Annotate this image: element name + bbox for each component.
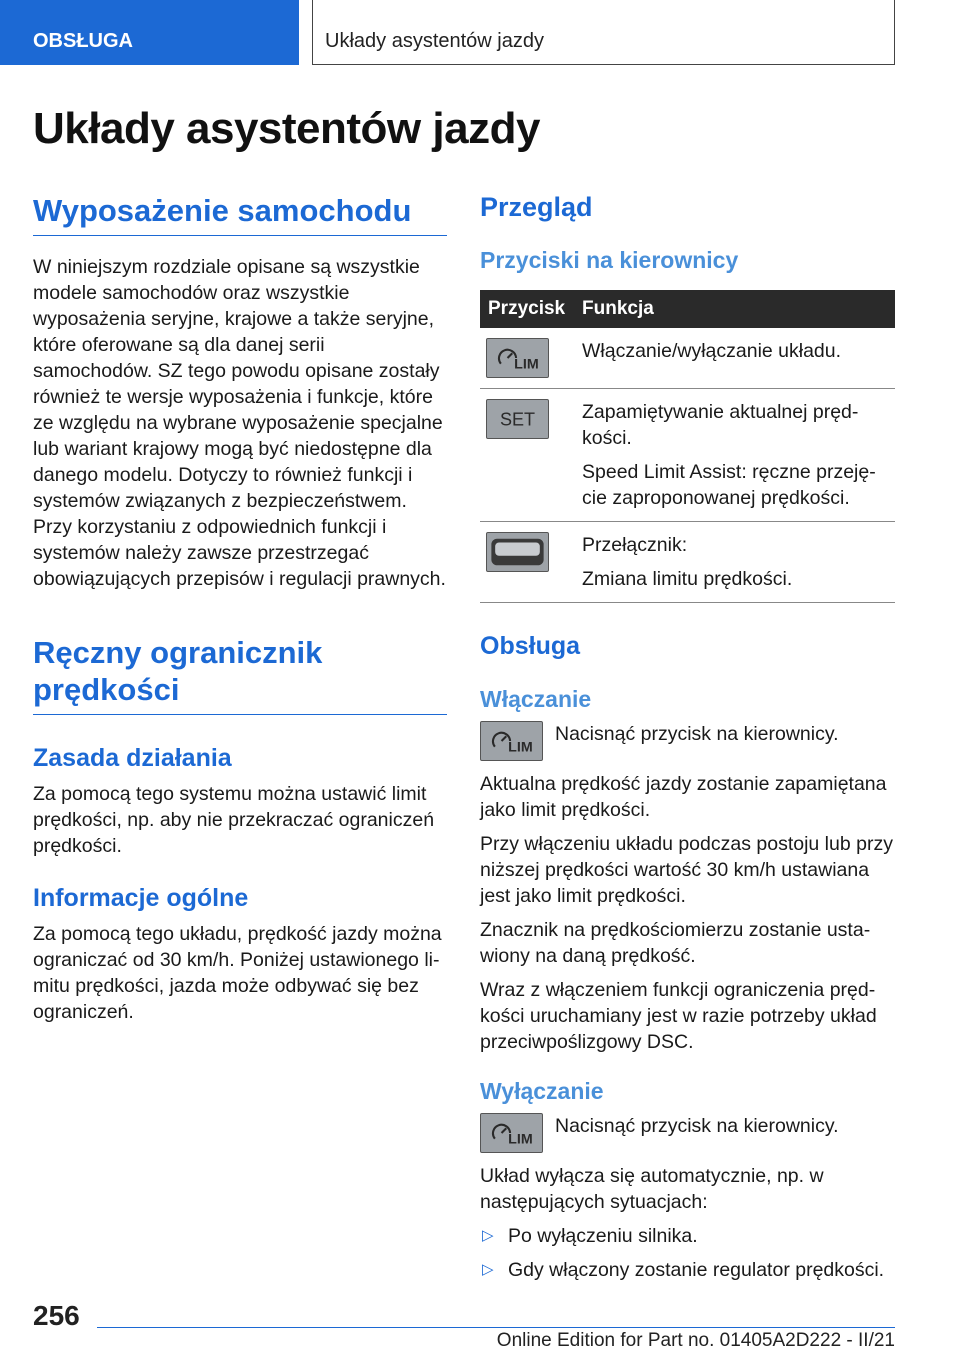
off-instruction: Nacisnąć przycisk na kierownicy. (555, 1115, 839, 1137)
page-title: Układy asystentów jazdy (33, 104, 540, 153)
buttons-table (480, 290, 895, 603)
limiter-heading: Ręczny ogranicznik prędkości (33, 634, 447, 715)
row2-line1: Zapamiętywanie aktualnej prędkości. (582, 401, 859, 449)
lim-icon-label: LIM (514, 356, 539, 373)
table-header-function: Funkcja (574, 290, 895, 328)
header-chapter-box (312, 0, 895, 65)
on-instruction: Nacisnąć przycisk na kierownicy. (555, 723, 839, 745)
lim-icon-label: LIM (508, 1131, 533, 1148)
list-item-text: Gdy włączony zostanie regulator prędkości. (508, 1259, 885, 1281)
table-row (480, 389, 895, 522)
equipment-text: W niniejszym rozdziale opisane są wszystkie modele samochodów oraz wszystkie wyposażenia seryjne, krajowe a także seryjne, które oferowane są dla danej serii samochodów. SZ tego powodu opisane zostały również te wersje wyposażenia i funkcje, które ze względu na wybrane wyposażenie specjalne lub wariant krajowy mogą być niedostępne dla danego modelu. Dotyczy to również funkcji i systemów związanych z bezpieczeństwem. Przy korzystaniu z odpowiednich funkcji i systemów należy zawsze przestrzegać obowiązujących przepisów i regulacji prawnych. (33, 256, 446, 590)
operation-heading: Obsługa (480, 632, 581, 660)
header-chapter-label: Układy asystentów jazdy (325, 30, 544, 52)
lim-button-icon (486, 338, 549, 378)
table-header-row (480, 290, 895, 328)
header-section-label: OBSŁUGA (33, 30, 133, 52)
table-row (480, 522, 895, 603)
list-item (480, 1223, 895, 1249)
list-item (480, 1257, 895, 1283)
set-icon-label: SET (499, 409, 536, 430)
table-header-button: Przycisk (480, 290, 574, 328)
row2-line2: Speed Limit Assist: ręczne przejęcie zaproponowanej prędkości. (582, 461, 876, 509)
buttons-heading: Przyciski na kierownicy (480, 247, 739, 273)
header-section-tab (0, 0, 299, 65)
table-row (480, 328, 895, 389)
on-instruction-row (480, 721, 895, 761)
on-paragraph: Znacznik na prędkościomierzu zostanie ustawiony na daną prędkość. (480, 919, 871, 967)
lim-button-icon (480, 1113, 543, 1153)
left-column (33, 192, 447, 1025)
principle-heading: Zasada działania (33, 744, 232, 772)
lim-button-icon (480, 721, 543, 761)
principle-text: Za pomocą tego systemu można ustawić limit prędkości, np. aby nie przekraczać ograniczeń prędkości. (33, 783, 435, 857)
lim-icon-label: LIM (508, 739, 533, 756)
general-heading: Informacje ogólne (33, 884, 249, 912)
rocker-switch-icon (486, 532, 549, 572)
row1-line1: Włączanie/wyłączanie układu. (582, 340, 842, 362)
on-paragraph: Wraz z włączeniem funkcji ograniczenia prędkości uruchamiany jest w razie potrzeby układ przeciwpoślizgowy DSC. (480, 979, 877, 1053)
list-item-text: Po wyłączeniu silnika. (508, 1225, 698, 1247)
general-text: Za pomocą tego układu, prędkość jazdy można ograniczać od 30 km/h. Poniżej ustawionego limitu prędkości, jazda może odbywać się bez ograniczeń. (33, 923, 442, 1023)
footer-divider (97, 1327, 895, 1328)
on-heading: Włączanie (480, 686, 592, 712)
off-instruction-row (480, 1113, 895, 1153)
equipment-heading: Wyposażenie samochodu (33, 192, 447, 236)
off-bullet-list (480, 1223, 895, 1283)
right-column (480, 192, 895, 1291)
on-paragraphs (480, 771, 895, 1055)
row3-line1: Przełącznik: (582, 534, 688, 556)
triangle-bullet-icon: ▷ (482, 1227, 494, 1244)
set-button-icon (486, 399, 549, 439)
on-paragraph: Aktualna prędkość jazdy zostanie zapamiętana jako limit prędkości. (480, 773, 887, 821)
footer-edition: Online Edition for Part no. 01405A2D222 - II/21 (496, 1330, 895, 1351)
overview-heading: Przegląd (480, 192, 593, 222)
page-number: 256 (33, 1300, 80, 1331)
triangle-bullet-icon: ▷ (482, 1261, 494, 1278)
off-heading: Wyłączanie (480, 1078, 604, 1104)
row3-line2: Zmiana limitu prędkości. (582, 568, 793, 590)
off-paragraph: Układ wyłącza się automatycznie, np. w następujących sytuacjach: (480, 1165, 824, 1213)
on-paragraph: Przy włączeniu układu podczas postoju lub przy niższej prędkości wartość 30 km/h ustawiana jest jako limit prędkości. (480, 833, 893, 907)
